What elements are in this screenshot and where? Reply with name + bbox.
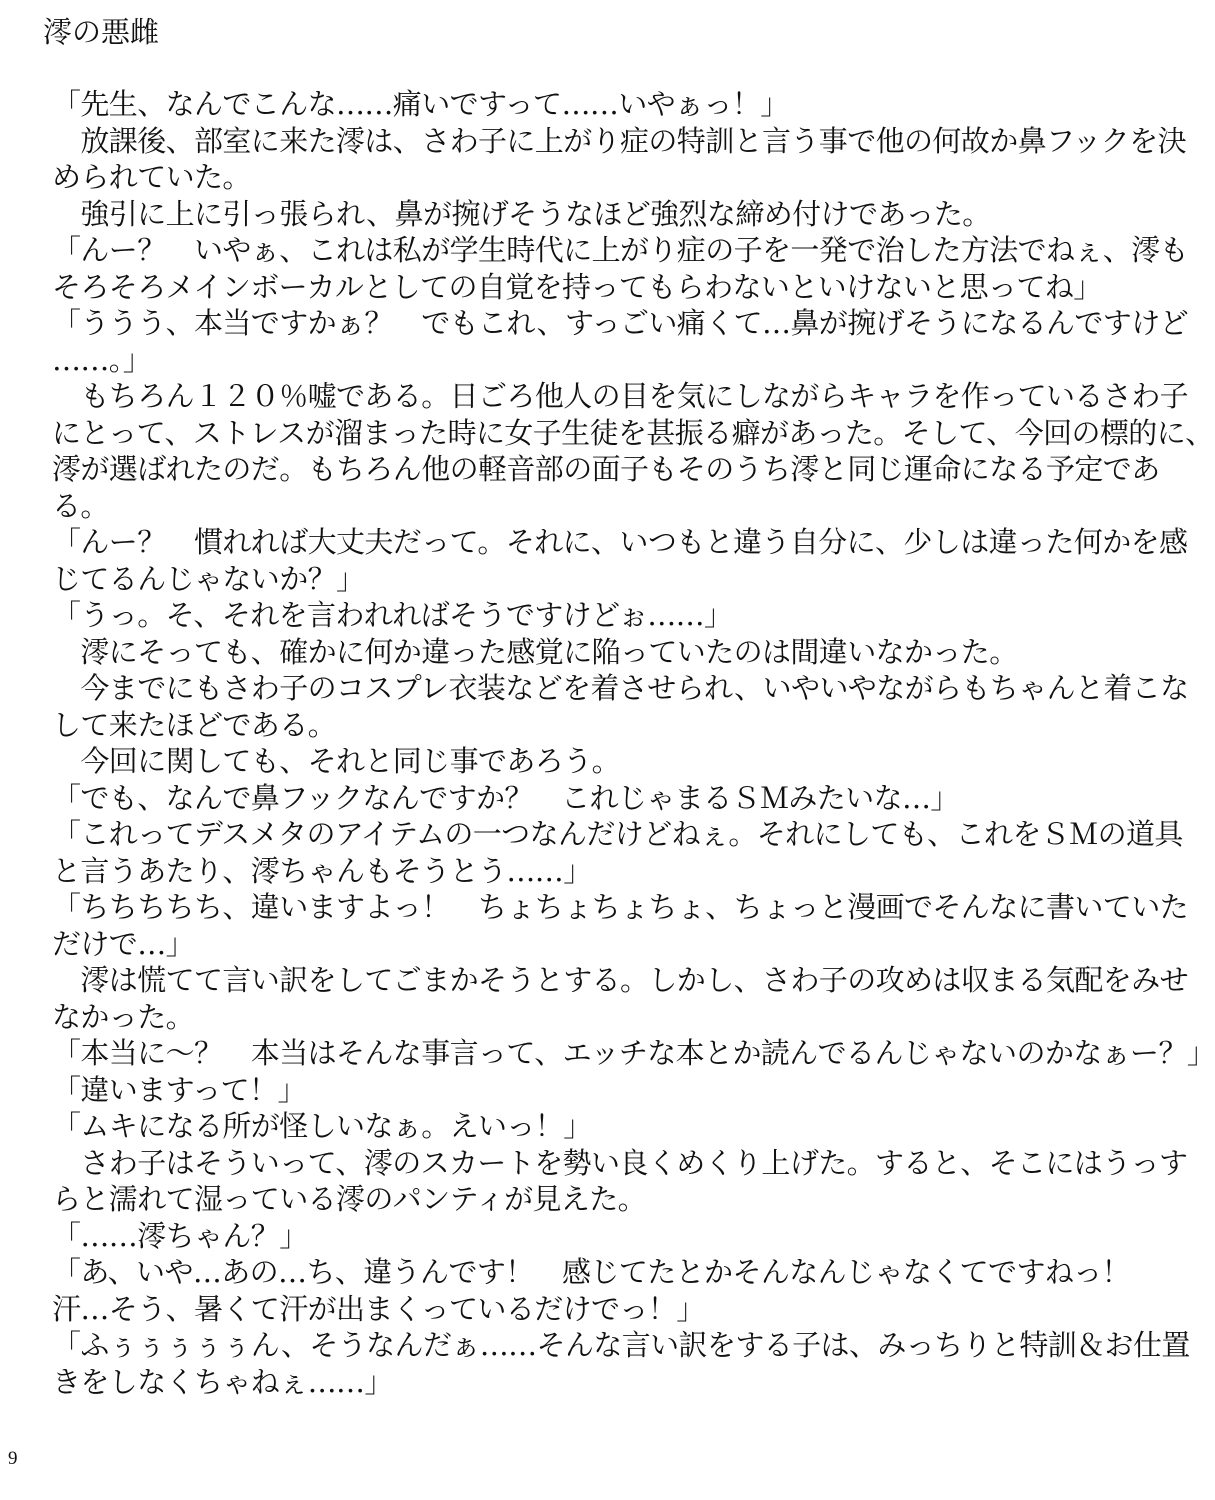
text-line: 「ううう、本当ですかぁ？ でもこれ、すっごい痛くて…鼻が捥げそうになるんですけど <box>52 306 1189 340</box>
text-line: ……。」 <box>52 342 152 377</box>
text-line: 「これってデスメタのアイテムの一つなんだけどねぇ。それにしても、これをＳＭの道具 <box>52 817 1183 851</box>
body-text <box>52 86 1215 1400</box>
text-line: 放課後、部室に来た澪は、さわ子に上がり症の特訓と言う事で他の何故か鼻フックを決 <box>52 123 1186 158</box>
text-line: 澪が選ばれたのだ。もちろん他の軽音部の面子もそのうち澪と同じ運命になる予定であ <box>52 452 1160 486</box>
text-line: にとって、ストレスが溜まった時に女子生徒を甚振る癖があった。そして、今回の標的に、 <box>52 415 1214 450</box>
text-line: 澪は慌てて言い訳をしてごまかそうとする。しかし、さわ子の攻めは収まる気配をみせ <box>52 963 1189 997</box>
text-line: 「うっ。そ、それを言われればそうですけどぉ……」 <box>52 598 733 632</box>
text-line: められていた。 <box>52 160 251 194</box>
page-number: 9 <box>8 1448 18 1469</box>
text-line: なかった。 <box>52 999 195 1034</box>
text-line: きをしなくちゃねぇ……」 <box>52 1364 393 1399</box>
text-line: 「んー？ 慣れれば大丈夫だって。それに、いつもと違う自分に、少しは違った何かを感 <box>52 525 1188 559</box>
text-line: 「違いますって！」 <box>52 1072 306 1107</box>
text-line: 「ふぅぅぅぅぅん、そうなんだぁ……そんな言い訳をする子は、みっちりと特訓＆お仕置 <box>52 1328 1190 1362</box>
text-line: と言うあたり、澪ちゃんもそうとう……」 <box>52 853 592 888</box>
text-line: らと濡れて湿っている澪のパンティが見えた。 <box>52 1182 647 1216</box>
text-line: そろそろメインボーカルとしての自覚を持ってもらわないといけないと思ってね」 <box>52 269 1102 304</box>
text-line: 「先生、なんでこんな……痛いですって……いやぁっ！」 <box>52 87 789 121</box>
text-line: 強引に上に引っ張られ、鼻が捥げそうなほど強烈な締め付けであった。 <box>52 196 991 231</box>
text-line: 今までにもさわ子のコスプレ衣装などを着させられ、いやいやながらもちゃんと着こな <box>52 671 1189 705</box>
text-line: さわ子はそういって、澪のスカートを勢い良くめくり上げた。すると、そこにはうっす <box>52 1145 1188 1180</box>
text-line: もちろん１２０％嘘である。日ごろ他人の目を気にしながらキャラを作っているさわ子 <box>52 379 1189 413</box>
text-line: 「本当に～？ 本当はそんな事言って、エッチな本とか読んでるんじゃないのかなぁー？」 <box>52 1036 1215 1070</box>
text-line: 「でも、なんで鼻フックなんですか？ これじゃまるＳＭみたいな…」 <box>52 780 959 815</box>
text-line: 澪にそっても、確かに何か違った感覚に陥っていたのは間違いなかった。 <box>52 634 1018 669</box>
text-line: 今回に関しても、それと同じ事であろう。 <box>52 744 621 778</box>
text-line: じてるんじゃないか？」 <box>52 561 365 596</box>
text-line: 汗…そう、暑くて汗が出まくっているだけでっ！」 <box>52 1291 705 1326</box>
text-line: 「……澪ちゃん？」 <box>52 1218 308 1253</box>
text-line: る。 <box>52 488 109 523</box>
text-line: 「ムキになる所が怪しいなぁ。えいっ！」 <box>52 1109 592 1143</box>
document-title: 澪の悪雌 <box>43 15 160 49</box>
text-line: して来たほどである。 <box>52 707 337 742</box>
text-line: 「んー？ いやぁ、これは私が学生時代に上がり症の子を一発で治した方法でねぇ、澪も <box>52 233 1189 267</box>
text-line: 「あ、いや…あの…ち、違うんです！ 感じてたとかそんなんじゃなくてですねっ！ <box>52 1255 1131 1289</box>
text-line: 「ちちちちち、違いますよっ！ ちょちょちょちょ、ちょっと漫画でそんなに書いていた <box>52 890 1189 924</box>
text-line: だけで…」 <box>52 926 195 961</box>
